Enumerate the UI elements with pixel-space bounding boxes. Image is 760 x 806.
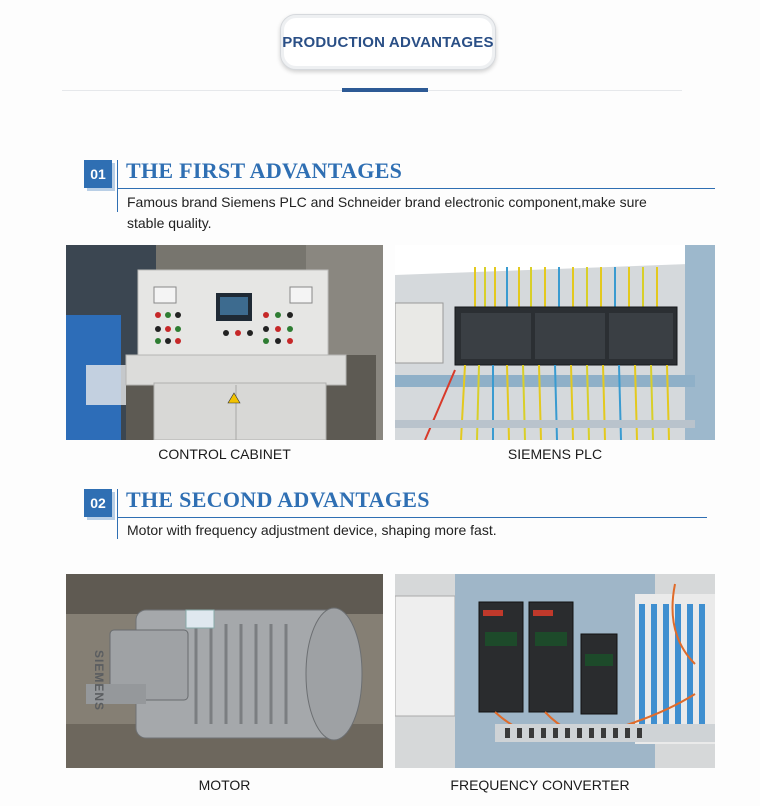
section-description: [127, 192, 647, 234]
photo-caption: SIEMENS PLC: [507, 446, 603, 462]
section-description-line: stable quality.: [127, 215, 212, 231]
siemens-plc-photo: [395, 245, 715, 440]
photo-caption: MOTOR: [198, 777, 251, 793]
header-accent-bar: [342, 88, 428, 92]
section-vertical-rule: [117, 489, 118, 539]
photo-caption: FREQUENCY CONVERTER: [450, 777, 630, 793]
motor-brand-plate: SIEMENS: [92, 650, 106, 712]
section-description-line: Famous brand Siemens PLC and Schneider brand electronic component,make sure: [127, 194, 647, 210]
section-header-badge: [280, 14, 496, 70]
section-number-badge: 01: [84, 160, 112, 188]
page-title: PRODUCTION ADVANTAGES: [282, 33, 494, 51]
section-rule: [117, 517, 707, 518]
section-rule: [117, 188, 715, 189]
section-description: [127, 520, 497, 541]
section-description-line: Motor with frequency adjustment device, shaping more fast.: [127, 522, 497, 538]
frequency-converter-photo: [395, 574, 715, 768]
section-vertical-rule: [117, 160, 118, 212]
section-title: THE FIRST ADVANTAGES: [126, 158, 403, 183]
photo-caption: CONTROL CABINET: [158, 446, 291, 462]
section-title: THE SECOND ADVANTAGES: [126, 487, 430, 512]
section-number-badge: 02: [84, 489, 112, 517]
motor-photo: [66, 574, 383, 768]
control-cabinet-photo: [66, 245, 383, 440]
